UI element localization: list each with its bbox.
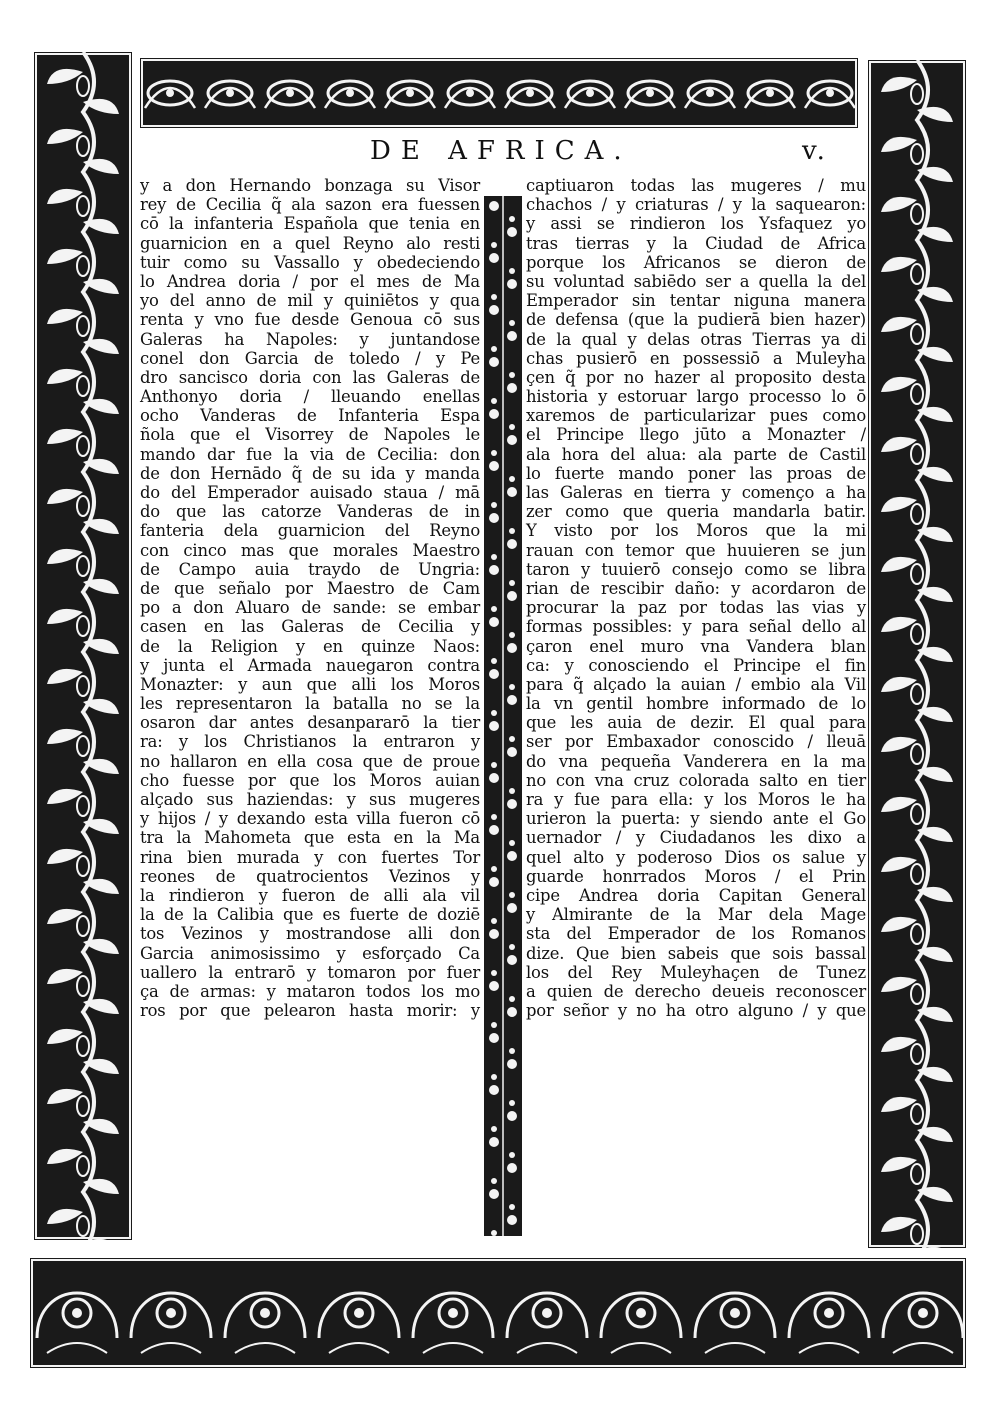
left-column-line: mando dar fue la via de Cecilia: don bbox=[140, 444, 480, 464]
left-column-line: fanteria dela guarnicion del Reyno bbox=[140, 521, 480, 541]
left-column-line: do que las catorze Vanderas de in bbox=[140, 502, 480, 522]
right-column-line: chas pusierō en possessiō a Muleyha bbox=[526, 348, 866, 368]
right-column-line: sta del Emperador de los Romanos bbox=[526, 924, 866, 944]
right-column-line: su voluntad sabiēdo ser a quella la del bbox=[526, 271, 866, 291]
left-column-line: cō la infanteria Española que tenia en bbox=[140, 214, 480, 234]
left-column-line: la rindieron y fueron de alli ala vil bbox=[140, 885, 480, 905]
left-column-line: no hallaron en ella cosa que de proue bbox=[140, 751, 480, 771]
right-column-line: a quien de derecho deueis reconoscer bbox=[526, 981, 866, 1001]
left-column-line: ros por que pelearon hasta morir: y bbox=[140, 1001, 480, 1021]
right-column-line: historia y estoruar largo processo lo ō bbox=[526, 387, 866, 407]
left-column-line: Monazter: y aun que alli los Moros bbox=[140, 674, 480, 694]
left-column-line: les representaron la batalla no se la bbox=[140, 694, 480, 714]
left-column-line: do del Emperador auisado staua / mā bbox=[140, 483, 480, 502]
right-column-line: rian de rescibir daño: y acordaron de bbox=[526, 578, 866, 598]
left-ornamental-border bbox=[34, 52, 132, 1240]
right-column-line: tras tierras y la Ciudad de Africa bbox=[526, 233, 866, 253]
left-column-line: Anthonyo doria / lleuando enellas bbox=[140, 387, 480, 407]
left-column-line: cho fuesse por que los Moros auian bbox=[140, 770, 480, 790]
left-column-line: yo del anno de mil y quiniētos y qua bbox=[140, 291, 480, 311]
right-column-line: el Principe llego jūto a Monazter / bbox=[526, 425, 866, 445]
right-column-line: de la qual y delas otras Tierras ya di bbox=[526, 329, 866, 349]
right-column-line: do vna pequeña Vanderera en la ma bbox=[526, 751, 866, 771]
left-column-line: con cinco mas que morales Maestro bbox=[140, 540, 480, 560]
left-column-line: renta y vno fue desde Genoua cō sus bbox=[140, 310, 480, 330]
bottom-ornamental-border bbox=[30, 1258, 966, 1368]
left-column-line: rina bien murada y con fuertes Tor bbox=[140, 847, 480, 867]
right-column-line: zer como que queria mandarla batir. bbox=[526, 502, 866, 522]
right-column-line: urieron la puerta: y siendo ante el Go bbox=[526, 809, 866, 829]
left-text-column bbox=[140, 176, 480, 1020]
right-column-line: çaron enel muro vna Vandera blan bbox=[526, 636, 866, 656]
right-column-line: dize. Que bien sabeis que sois bassal bbox=[526, 943, 866, 963]
running-head: DE AFRICA. bbox=[370, 136, 632, 166]
center-ornamental-column bbox=[484, 196, 522, 1236]
right-column-line: procurar la paz por todas las vias y bbox=[526, 598, 866, 618]
right-column-line: cipe Andrea doria Capitan General bbox=[526, 885, 866, 905]
left-column-line: y hijos / y dexando esta villa fueron cō bbox=[140, 809, 480, 829]
left-column-line: y junta el Armada nauegaron contra bbox=[140, 655, 480, 675]
right-column-line: lo fuerte mando poner las proas de bbox=[526, 463, 866, 483]
right-column-line: que les auia de dezir. El qual para bbox=[526, 713, 866, 733]
right-column-line: taron y tuuierō consejo como se libra bbox=[526, 559, 866, 579]
right-column-line: captiuaron todas las mugeres / mu bbox=[526, 176, 866, 195]
folio-number: v. bbox=[802, 136, 828, 166]
left-column-line: de Campo auia traydo de Ungria: bbox=[140, 559, 480, 579]
right-column-line: Y visto por los Moros que la mi bbox=[526, 521, 866, 541]
left-column-line: osaron dar antes desanpararō la tier bbox=[140, 713, 480, 733]
left-column-line: Garcia animosissimo y esforçado Ca bbox=[140, 943, 480, 963]
left-column-line: y a don Hernando bonzaga su Visor bbox=[140, 176, 480, 195]
left-column-line: ocho Vanderas de Infanteria Espa bbox=[140, 406, 480, 426]
left-column-line: tuir como su Vassallo y obedeciendo bbox=[140, 252, 480, 272]
left-column-line: rey de Cecilia q̃ ala sazon era fuessen bbox=[140, 195, 480, 215]
left-column-line: dro sancisco doria con las Galeras de bbox=[140, 367, 480, 387]
right-column-line: formas possibles: y para señal dello al bbox=[526, 617, 866, 637]
left-column-line: de que señalo por Maestro de Cam bbox=[140, 578, 480, 598]
right-column-line: las Galeras en tierra y començo a ha bbox=[526, 483, 866, 502]
left-column-line: guarnicion en a quel Reyno alo resti bbox=[140, 233, 480, 253]
right-column-line: ala hora del alua: ala parte de Castil bbox=[526, 444, 866, 464]
left-column-line: ra: y los Christianos la entraron y bbox=[140, 732, 480, 752]
right-column-line: çen q̃ por no hazer al proposito desta bbox=[526, 367, 866, 387]
left-column-line: tra la Mahometa que esta en la Ma bbox=[140, 828, 480, 848]
right-column-line: xaremos de particularizar pues como bbox=[526, 406, 866, 426]
left-column-line: ça de armas: y mataron todos los mo bbox=[140, 981, 480, 1001]
right-column-line: por señor y no ha otro alguno / y que bbox=[526, 1001, 866, 1021]
right-column-line: porque los Africanos se dieron de bbox=[526, 252, 866, 272]
right-column-line: uernador / y Ciudadanos les dixo a bbox=[526, 828, 866, 848]
left-column-line: tos Vezinos y mostrandose alli don bbox=[140, 924, 480, 944]
right-text-column bbox=[526, 176, 866, 1020]
right-column-line: y Almirante de la Mar dela Mage bbox=[526, 905, 866, 925]
right-column-line: ser por Embaxador conoscido / lleuā bbox=[526, 732, 866, 752]
left-column-line: conel don Garcia de toledo / y Pe bbox=[140, 348, 480, 368]
left-column-line: lo Andrea doria / por el mes de Ma bbox=[140, 271, 480, 291]
left-column-line: ñola que el Visorrey de Napoles le bbox=[140, 425, 480, 445]
right-column-line: no con vna cruz colorada salto en tier bbox=[526, 770, 866, 790]
left-column-line: alçado sus haziendas: y sus mugeres bbox=[140, 790, 480, 809]
top-ornamental-border bbox=[140, 58, 858, 128]
left-column-line: uallero la entrarō y tomaron por fuer bbox=[140, 962, 480, 982]
right-column-line: para q̃ alçado la auian / embio ala Vil bbox=[526, 674, 866, 694]
right-column-line: la vn gentil hombre informado de lo bbox=[526, 694, 866, 714]
right-column-line: de defensa (que la pudierā bien hazer) bbox=[526, 310, 866, 330]
left-column-line: Galeras ha Napoles: y juntandose bbox=[140, 329, 480, 349]
right-column-line: guarde honrrados Moros / el Prin bbox=[526, 866, 866, 886]
right-column-line: y assi se rindieron los Ysfaquez yo bbox=[526, 214, 866, 234]
right-column-line: ca: y conosciendo el Principe el fin bbox=[526, 655, 866, 675]
left-column-line: reones de quatrocientos Vezinos y bbox=[140, 866, 480, 886]
right-ornamental-border bbox=[868, 60, 966, 1248]
left-column-line: casen en las Galeras de Cecilia y bbox=[140, 617, 480, 637]
left-column-line: la de la Calibia que es fuerte de doziē bbox=[140, 905, 480, 925]
left-column-line: po a don Aluaro de sande: se embar bbox=[140, 598, 480, 618]
right-column-line: rauan con temor que huuieren se jun bbox=[526, 540, 866, 560]
left-column-line: de la Religion y en quinze Naos: bbox=[140, 636, 480, 656]
right-column-line: ra y fue para ella: y los Moros le ha bbox=[526, 790, 866, 809]
left-column-line: de don Hernādo q̃ de su ida y manda bbox=[140, 463, 480, 483]
right-column-line: Emperador sin tentar niguna manera bbox=[526, 291, 866, 311]
right-column-line: los del Rey Muleyhaçen de Tunez bbox=[526, 962, 866, 982]
right-column-line: quel alto y poderoso Dios os salue y bbox=[526, 847, 866, 867]
right-column-line: chachos / y criaturas / y la saquearon: bbox=[526, 195, 866, 215]
